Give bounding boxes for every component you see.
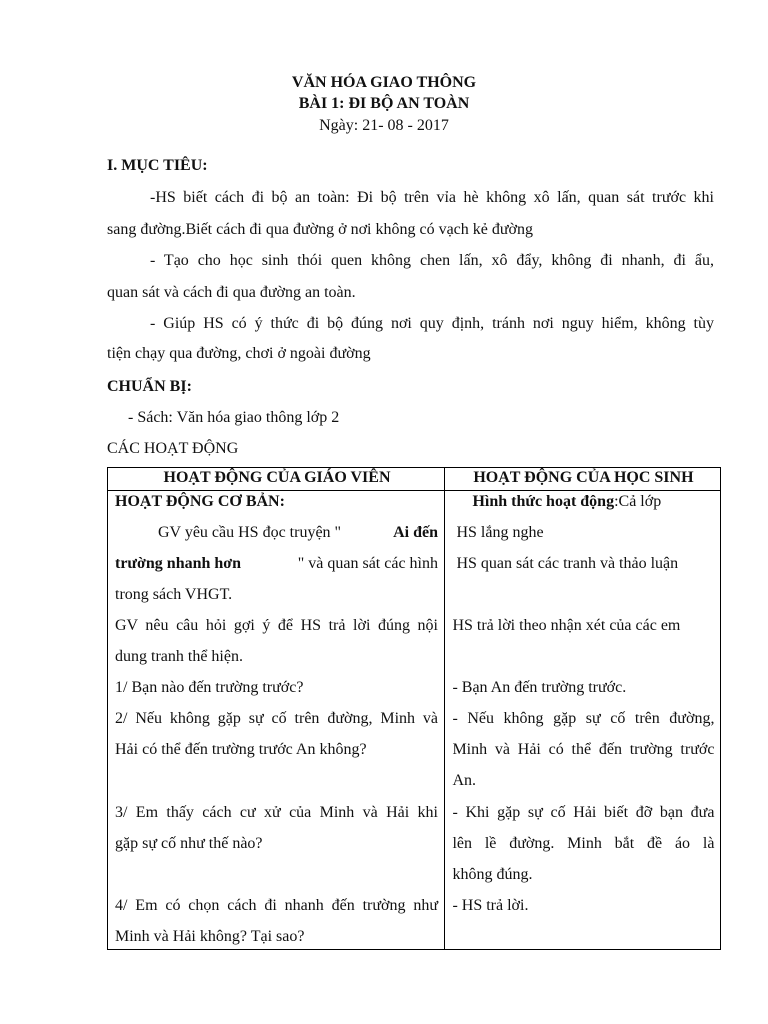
student-response-1: HS lắng nghe: [456, 524, 544, 541]
teacher-line-1: GV yêu cầu HS đọc truyện " Ai đến: [158, 524, 438, 541]
lesson-subject-title: VĂN HÓA GIAO THÔNG: [291, 74, 477, 91]
objective-2-line-1: - Tạo cho học sinh thói quen không chen lấn, xô đẩy, không đi nhanh, đi ẩu,: [150, 252, 714, 269]
activities-table: [107, 467, 721, 950]
prep-heading: CHUẨN BỊ:: [107, 378, 192, 395]
teacher-column-header: HOẠT ĐỘNG CỦA GIÁO VIÊN: [108, 468, 445, 491]
objective-3-line-2: tiện chạy qua đường, chơi ở ngoài đường: [107, 345, 371, 362]
objective-1-line-2: sang đường.Biết cách đi qua đường ở nơi không có vạch kẻ đường: [107, 221, 534, 238]
lesson-title: BÀI 1: ĐI BỘ AN TOÀN: [298, 95, 470, 112]
question-4-line-1: 4/ Em có chọn cách đi nhanh đến trường như: [115, 897, 438, 914]
teacher-line-4: GV nêu câu hỏi gợi ý để HS trả lời đúng nội: [115, 617, 438, 634]
question-4-line-2: Minh và Hải không? Tại sao?: [115, 928, 305, 945]
question-3-line-1: 3/ Em thấy cách cư xử của Minh và Hải khi: [115, 804, 438, 821]
answer-3-line-2: lên lề đường. Minh bắt đề áo là: [452, 835, 715, 852]
objective-3-line-1: - Giúp HS có ý thức đi bộ đúng nơi quy định, tránh nơi nguy hiểm, không tùy: [150, 315, 714, 332]
basic-activity-heading: HOẠT ĐỘNG CƠ BẢN:: [115, 493, 285, 510]
activities-heading: CÁC HOẠT ĐỘNG: [107, 440, 239, 457]
answer-2-line-2: Minh và Hải có thể đến trường trước: [452, 741, 715, 758]
student-activities-cell: [445, 491, 721, 950]
question-1: 1/ Bạn nào đến trường trước?: [115, 679, 304, 696]
answer-3-line-1: - Khi gặp sự cố Hải biết đỡ bạn đưa: [452, 804, 715, 821]
objective-2-line-2: quan sát và cách đi qua đường an toàn.: [107, 284, 356, 301]
answer-3-line-3: không đúng.: [452, 866, 533, 883]
teacher-line-2: trường nhanh hơn " và quan sát các hình: [115, 555, 438, 572]
objective-1-line-1: -HS biết cách đi bộ an toàn: Đi bộ trên vỉa hè không xô lấn, quan sát trước khi: [150, 189, 714, 206]
answer-2-line-1: - Nếu không gặp sự cố trên đường,: [452, 710, 715, 727]
objectives-heading: I. MỤC TIÊU:: [107, 157, 208, 174]
prep-item: - Sách: Văn hóa giao thông lớp 2: [128, 409, 340, 426]
teacher-line-5: dung tranh thể hiện.: [115, 648, 243, 665]
answer-1: - Bạn An đến trường trước.: [452, 679, 627, 696]
student-response-2: HS quan sát các tranh và thảo luận: [456, 555, 679, 572]
teacher-line-3: trong sách VHGT.: [115, 586, 233, 603]
question-2-line-2: Hải có thể đến trường trước An không?: [115, 741, 367, 758]
answer-4: - HS trả lời.: [452, 897, 529, 914]
student-response-3: HS trả lời theo nhận xét của các em: [452, 617, 681, 634]
question-3-line-2: gặp sự cố như thế nào?: [115, 835, 263, 852]
question-2-line-1: 2/ Nếu không gặp sự cố trên đường, Minh và: [115, 710, 438, 727]
student-column-header: HOẠT ĐỘNG CỦA HỌC SINH: [445, 468, 721, 491]
activity-form: Hình thức hoạt động:Cả lớp: [472, 493, 662, 510]
teacher-activities-cell: [108, 491, 445, 950]
lesson-date: Ngày: 21- 08 - 2017: [319, 117, 449, 134]
answer-2-line-3: An.: [452, 772, 476, 789]
